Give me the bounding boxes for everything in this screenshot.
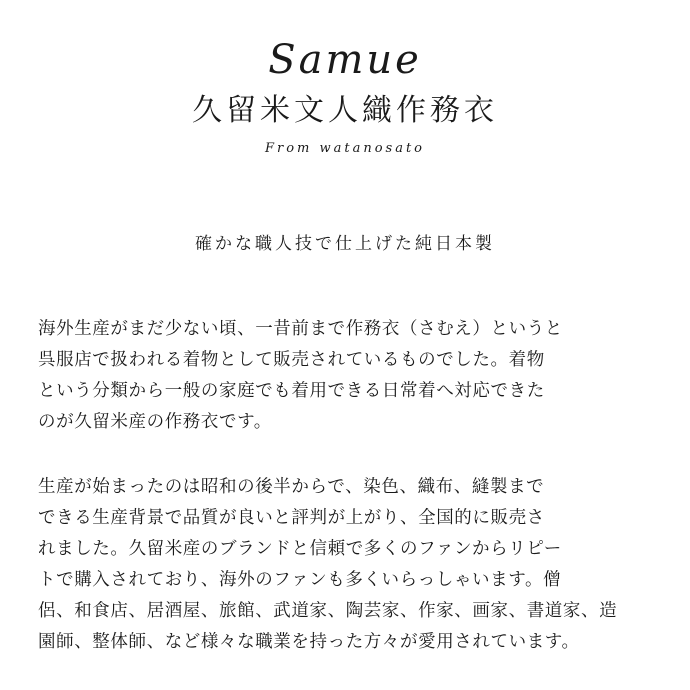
paragraph-line: のが久留米産の作務衣です。 xyxy=(38,412,272,432)
paragraph-line: 侶、和食店、居酒屋、旅館、武道家、陶芸家、作家、画家、書道家、造 xyxy=(38,601,618,621)
paragraph-history xyxy=(38,314,658,438)
paragraph-line: れました。久留米産のブランドと信頼で多くのファンからリピー xyxy=(38,539,562,559)
paragraph-line: できる生産背景で品質が良いと評判が上がり、全国的に販売さ xyxy=(38,508,545,528)
paragraph-line: という分類から一般の家庭でも着用できる日常着へ対応できた xyxy=(38,381,545,401)
logo-subtitle: From watanosato xyxy=(264,141,426,156)
paragraph-line: 呉服店で扱われる着物として販売されているものでした。着物 xyxy=(38,350,545,370)
paragraph-line: トで購入されており、海外のファンも多くいらっしゃいます。僧 xyxy=(38,570,562,590)
paragraph-line: 生産が始まったのは昭和の後半からで、染色、織布、縫製まで xyxy=(38,477,545,497)
paragraph-line: 海外生産がまだ少ない頃、一昔前まで作務衣（さむえ）というと xyxy=(38,319,563,339)
paragraph-line: 園師、整体師、など様々な職業を持った方々が愛用されています。 xyxy=(38,632,580,652)
paragraph-production xyxy=(38,472,658,658)
logo-product-title: 久留米文人織作務衣 xyxy=(192,93,498,128)
page-headline: 確かな職人技で仕上げた純日本製 xyxy=(195,234,495,254)
logo-script-wordmark: Samue xyxy=(268,37,422,83)
brand-logo xyxy=(0,36,690,158)
